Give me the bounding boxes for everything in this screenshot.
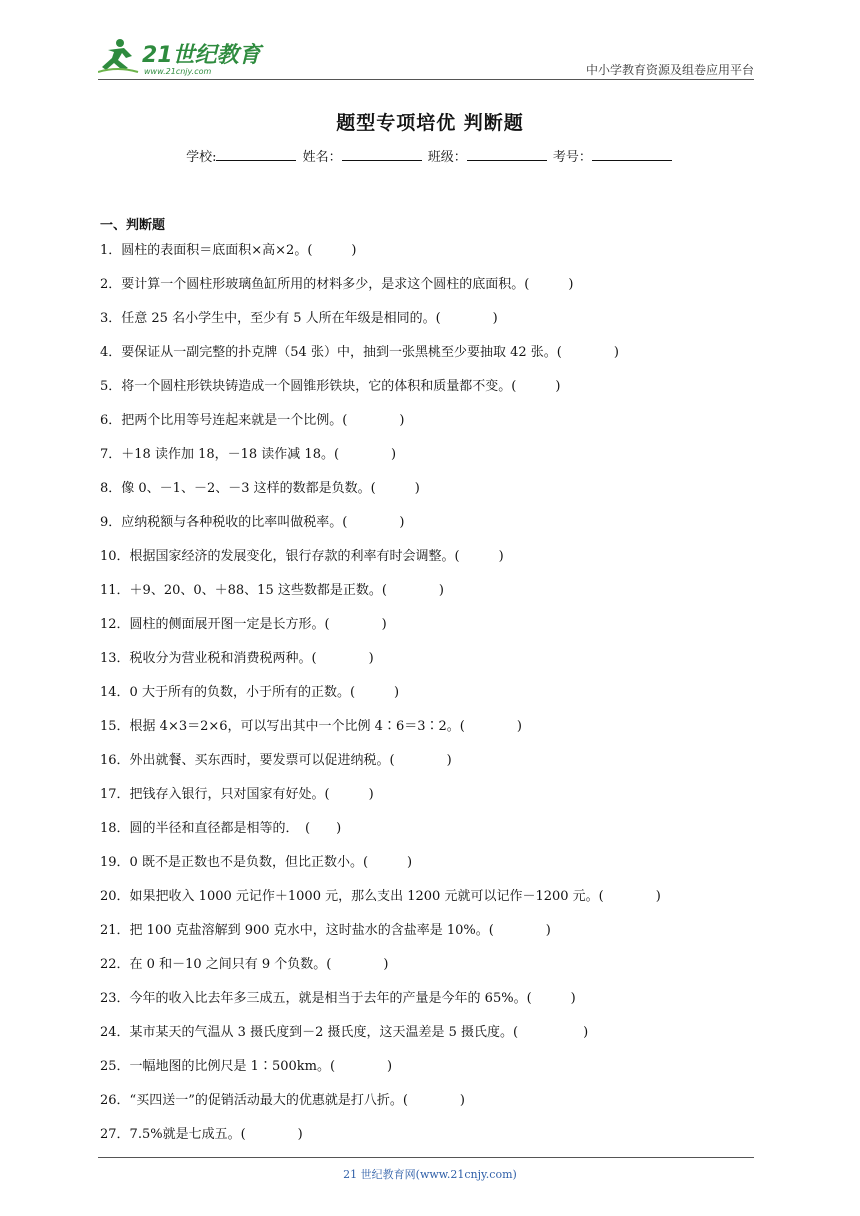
- name-label: 姓名：: [302, 150, 342, 165]
- school-label: 学校:: [186, 150, 217, 165]
- question-item: 17．把钱存入银行，只对国家有好处。( ): [100, 787, 374, 802]
- logo-text: 21世纪教育: [142, 43, 261, 68]
- section-title: 一、判断题: [100, 218, 166, 233]
- page-title: 题型专项培优 判断题: [336, 112, 524, 134]
- question-item: 2．要计算一个圆柱形玻璃鱼缸所用的材料多少，是求这个圆柱的底面积。( ): [100, 277, 574, 292]
- question-item: 14．0 大于所有的负数，小于所有的正数。( ): [100, 685, 400, 700]
- class-field[interactable]: [467, 148, 547, 161]
- question-item: 7．＋18 读作加 18，－18 读作减 18。( ): [100, 447, 397, 462]
- question-item: 18．圆的半径和直径都是相等的． ( ): [100, 821, 342, 836]
- platform-label: 中小学教育资源及组卷应用平台: [585, 63, 754, 77]
- question-item: 26．“买四送一”的促销活动最大的优惠就是打八折。( ): [100, 1093, 465, 1108]
- question-item: 21．把 100 克盐溶解到 900 克水中，这时盐水的含盐率是 10%。( ): [100, 923, 551, 938]
- student-info-row: [0, 146, 860, 165]
- name-field[interactable]: [342, 148, 422, 161]
- question-item: 23．今年的收入比去年多三成五，就是相当于去年的产量是今年的 65%。( ): [100, 991, 576, 1006]
- question-list: [100, 241, 760, 1159]
- question-item: 13．税收分为营业税和消费税两种。( ): [100, 651, 374, 666]
- question-item: 8．像 0、－1、－2、－3 这样的数都是负数。( ): [100, 481, 420, 496]
- logo-url: www.21cnjy.com: [144, 67, 212, 76]
- logo-runner-icon: [98, 36, 268, 80]
- exam-no-field[interactable]: [592, 148, 672, 161]
- question-item: 6．把两个比用等号连起来就是一个比例。( ): [100, 413, 405, 428]
- question-item: 10．根据国家经济的发展变化，银行存款的利率有时会调整。( ): [100, 549, 504, 564]
- question-item: 4．要保证从一副完整的扑克牌（54 张）中，抽到一张黑桃至少要抽取 42 张。( ): [100, 345, 619, 360]
- class-label: 班级：: [427, 150, 467, 165]
- exam-no-label: 考号：: [552, 150, 592, 165]
- question-item: 19．0 既不是正数也不是负数，但比正数小。( ): [100, 855, 413, 870]
- question-item: 1．圆柱的表面积＝底面积×高×2。( ): [100, 243, 357, 258]
- question-item: 12．圆柱的侧面展开图一定是长方形。( ): [100, 617, 387, 632]
- footer-link[interactable]: 21 世纪教育网(www.21cnjy.com): [343, 1168, 517, 1181]
- question-item: 5．将一个圆柱形铁块铸造成一个圆锥形铁块，它的体积和质量都不变。( ): [100, 379, 561, 394]
- school-field[interactable]: [216, 148, 296, 161]
- question-item: 9．应纳税额与各种税收的比率叫做税率。( ): [100, 515, 405, 530]
- footer-divider: [98, 1157, 754, 1158]
- question-item: 22．在 0 和－10 之间只有 9 个负数。( ): [100, 957, 389, 972]
- question-item: 25．一幅地图的比例尺是 1∶500km。( ): [100, 1059, 393, 1074]
- header-divider: [98, 79, 754, 80]
- question-item: 15．根据 4×3＝2×6，可以写出其中一个比例 4∶6＝3∶2。( ): [100, 719, 522, 734]
- question-item: 20．如果把收入 1000 元记作＋1000 元，那么支出 1200 元就可以记作－1200 元。( ): [100, 889, 661, 904]
- question-item: 11．＋9、20、0、＋88、15 这些数都是正数。( ): [100, 583, 444, 598]
- question-item: 3．任意 25 名小学生中，至少有 5 人所在年级是相同的。( ): [100, 311, 498, 326]
- page-header: [98, 36, 754, 80]
- question-item: 24．某市某天的气温从 3 摄氏度到－2 摄氏度，这天温差是 5 摄氏度。( ): [100, 1025, 589, 1040]
- question-item: 27．7.5%就是七成五。( ): [100, 1127, 303, 1142]
- question-item: 16．外出就餐、买东西时，要发票可以促进纳税。( ): [100, 753, 452, 768]
- logo: [98, 36, 268, 80]
